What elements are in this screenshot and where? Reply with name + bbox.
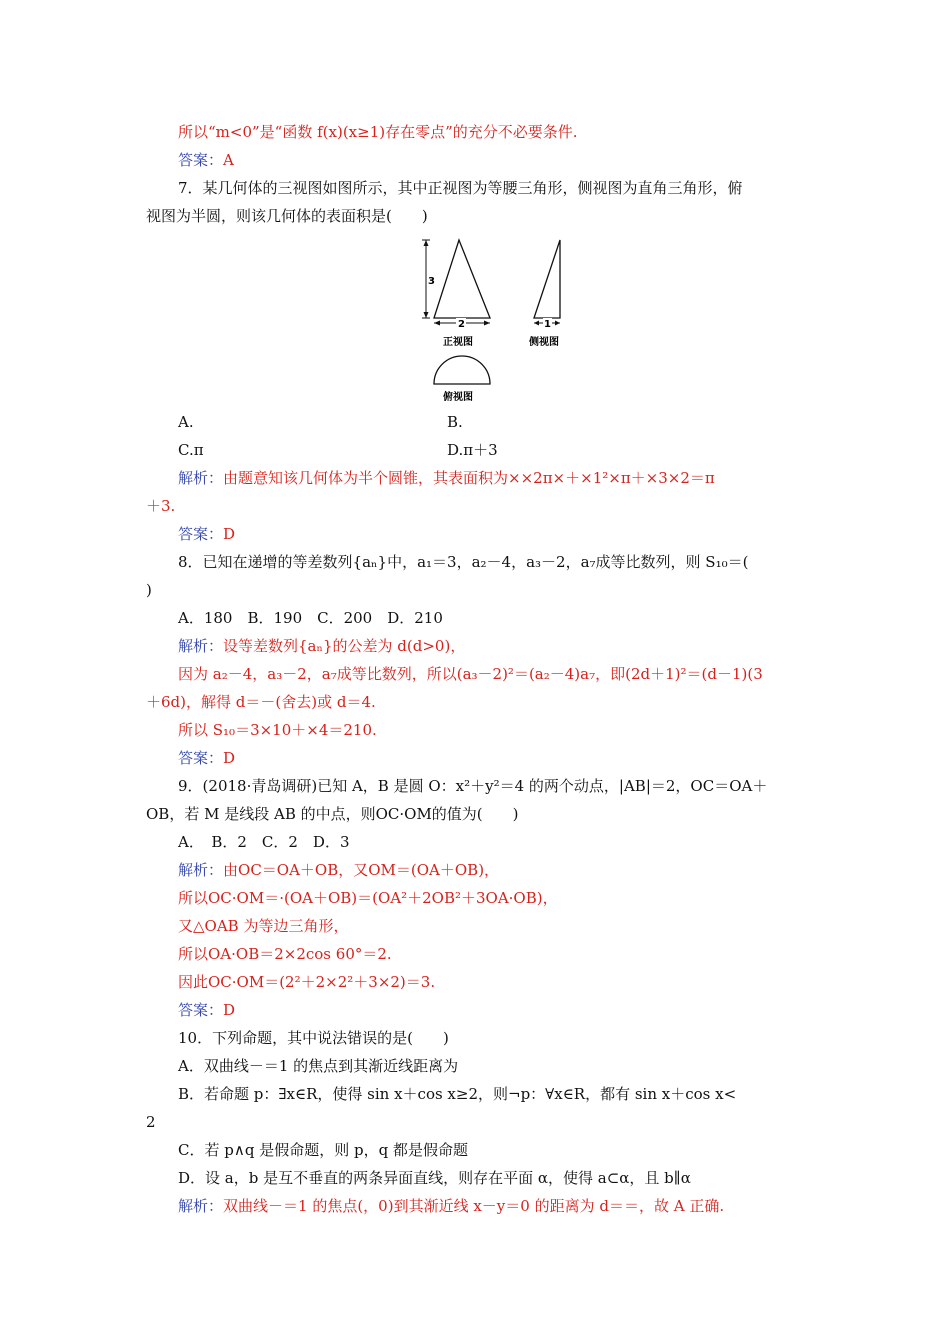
q7-option-b: B. xyxy=(447,413,463,431)
answer-value: D xyxy=(223,749,236,767)
q7-answer xyxy=(178,524,235,544)
solution-text: 由OC＝OA＋OB，又OM＝(OA＋OB)， xyxy=(223,861,500,879)
solution-text: 设等差数列{aₙ}的公差为 d(d>0)， xyxy=(223,637,466,655)
q7-stem-2: 视图为半圆，则该几何体的表面积是( ) xyxy=(146,207,428,225)
q9-solution-2: 所以OC·OM＝·(OA＋OB)＝(OA²＋2OB²＋3OA·OB)， xyxy=(178,889,558,907)
q6-answer xyxy=(178,150,234,170)
side-base-label: 1 xyxy=(544,319,551,330)
q8-solution-3: ＋6d)，解得 d＝－(舍去)或 d＝4. xyxy=(146,693,376,711)
q10-option-a: A．双曲线－＝1 的焦点到其渐近线距离为 xyxy=(178,1057,459,1075)
q8-solution-2: 因为 a₂－4，a₃－2，a₇成等比数列，所以(a₃－2)²＝(a₂－4)a₇，即(2d＋1)²＝(d－1)(3 xyxy=(178,665,763,683)
q8-answer xyxy=(178,748,235,768)
q9-solution-1 xyxy=(178,860,499,880)
three-view-svg xyxy=(410,232,590,410)
answer-label: 答案： xyxy=(178,749,224,767)
q9-options: A． B．2 C．2 D．3 xyxy=(178,833,350,851)
q10-solution-1 xyxy=(178,1196,724,1216)
q8-stem-1: 8．已知在递增的等差数列{aₙ}中，a₁＝3，a₂－4，a₃－2，a₇成等比数列，则 S₁₀＝( xyxy=(178,553,749,571)
q10-stem: 10．下列命题，其中说法错误的是( ) xyxy=(178,1029,449,1047)
side-view-triangle xyxy=(534,240,560,318)
q9-solution-3: 又△OAB 为等边三角形， xyxy=(178,917,349,935)
solution-text: 由题意知该几何体为半个圆锥，其表面积为××2π×＋×1²×π＋×3×2＝π xyxy=(223,469,715,487)
q9-answer xyxy=(178,1000,235,1020)
answer-value: D xyxy=(223,1001,236,1019)
answer-label: 答案： xyxy=(178,1001,224,1019)
answer-value: A xyxy=(223,151,234,169)
front-view-triangle xyxy=(434,240,490,318)
q10-option-d: D．设 a，b 是互不垂直的两条异面直线，则存在平面 α，使得 a⊂α，且 b∥α xyxy=(178,1169,691,1187)
answer-label: 答案： xyxy=(178,151,224,169)
solution-label: 解析： xyxy=(178,861,224,879)
top-view-caption: 俯视图 xyxy=(443,392,473,403)
answer-value: D xyxy=(223,525,236,543)
q10-option-b-1: B．若命题 p：∃x∈R，使得 sin x＋cos x≥2，则¬p：∀x∈R，都有 sin x＋cos x< xyxy=(178,1085,737,1103)
q7-solution-1 xyxy=(178,468,715,488)
answer-label: 答案： xyxy=(178,525,224,543)
q10-option-b-2: 2 xyxy=(146,1113,156,1131)
q8-options: A．180 B．190 C．200 D．210 xyxy=(178,609,443,627)
q9-stem-2: OB，若 M 是线段 AB 的中点，则OC·OM的值为( ) xyxy=(146,805,519,823)
q7-stem-1: 7．某几何体的三视图如图所示，其中正视图为等腰三角形，侧视图为直角三角形，俯 xyxy=(178,179,743,197)
q8-solution-1 xyxy=(178,636,465,656)
top-view-semicircle xyxy=(434,356,490,384)
q7-solution-2: ＋3. xyxy=(146,497,176,515)
front-base-label: 2 xyxy=(458,319,465,330)
q7-option-d: D.π＋3 xyxy=(447,441,498,459)
q7-option-c: C.π xyxy=(178,441,204,459)
q8-stem-2: ) xyxy=(146,581,152,599)
q6-conclusion: 所以“m<0”是“函数 f(x)(x≥1)存在零点”的充分不必要条件. xyxy=(178,123,578,141)
height-label: 3 xyxy=(428,276,435,287)
solution-label: 解析： xyxy=(178,469,224,487)
q9-solution-5: 因此OC·OM＝(2²＋2×2²＋3×2)＝3. xyxy=(178,973,436,991)
side-view-caption: 侧视图 xyxy=(529,337,559,348)
three-view-figure xyxy=(410,232,590,410)
q8-solution-4: 所以 S₁₀＝3×10＋×4＝210. xyxy=(178,721,377,739)
q10-option-c: C．若 p∧q 是假命题，则 p，q 都是假命题 xyxy=(178,1141,468,1159)
q9-stem-1: 9．(2018·青岛调研)已知 A，B 是圆 O：x²＋y²＝4 的两个动点，|AB|＝2，OC＝OA＋ xyxy=(178,777,768,795)
solution-text: 双曲线－＝1 的焦点(，0)到其渐近线 x－y＝0 的距离为 d＝＝，故 A 正确. xyxy=(223,1197,725,1215)
q7-option-a: A. xyxy=(178,413,194,431)
q9-solution-4: 所以OA·OB＝2×2cos 60°＝2. xyxy=(178,945,392,963)
solution-label: 解析： xyxy=(178,637,224,655)
solution-label: 解析： xyxy=(178,1197,224,1215)
front-view-caption: 正视图 xyxy=(443,337,473,348)
